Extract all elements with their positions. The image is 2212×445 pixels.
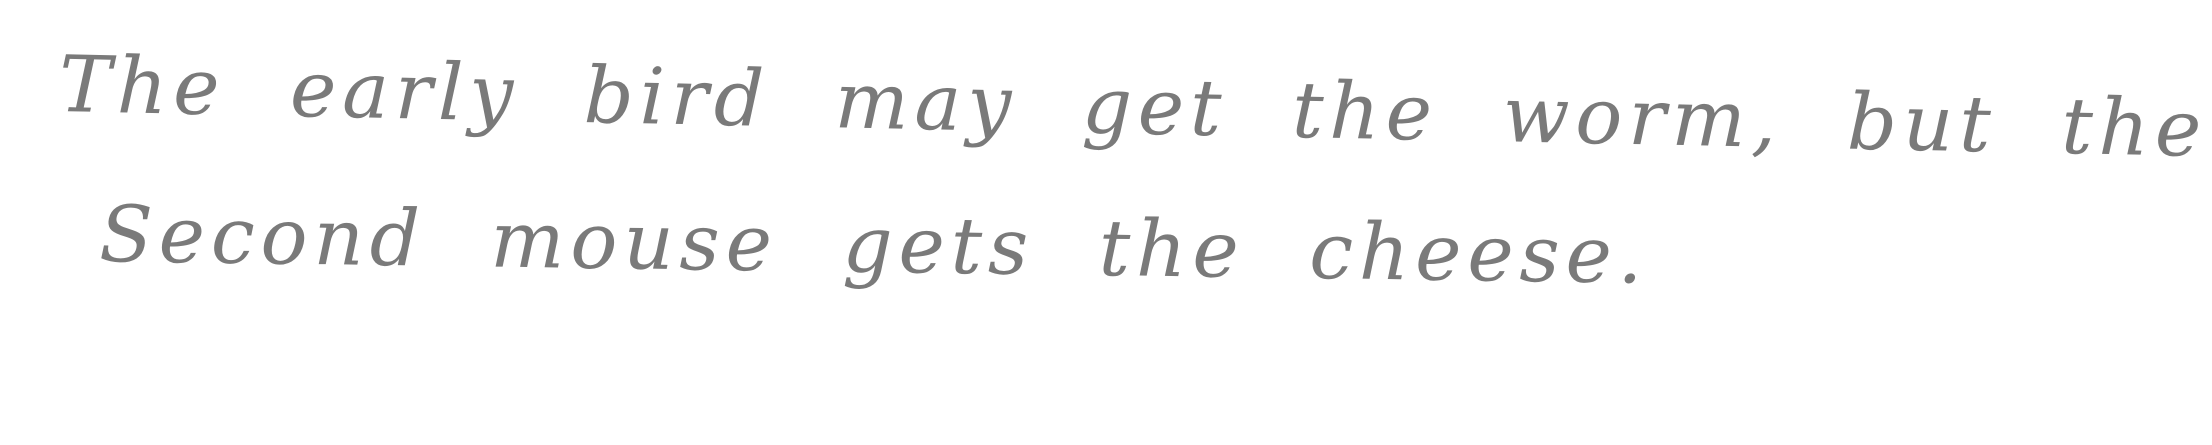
handwritten-line-1: The early bird may get the worm, but the [58,40,2209,175]
handwritten-line-2: Second mouse gets the cheese. [98,190,1650,302]
